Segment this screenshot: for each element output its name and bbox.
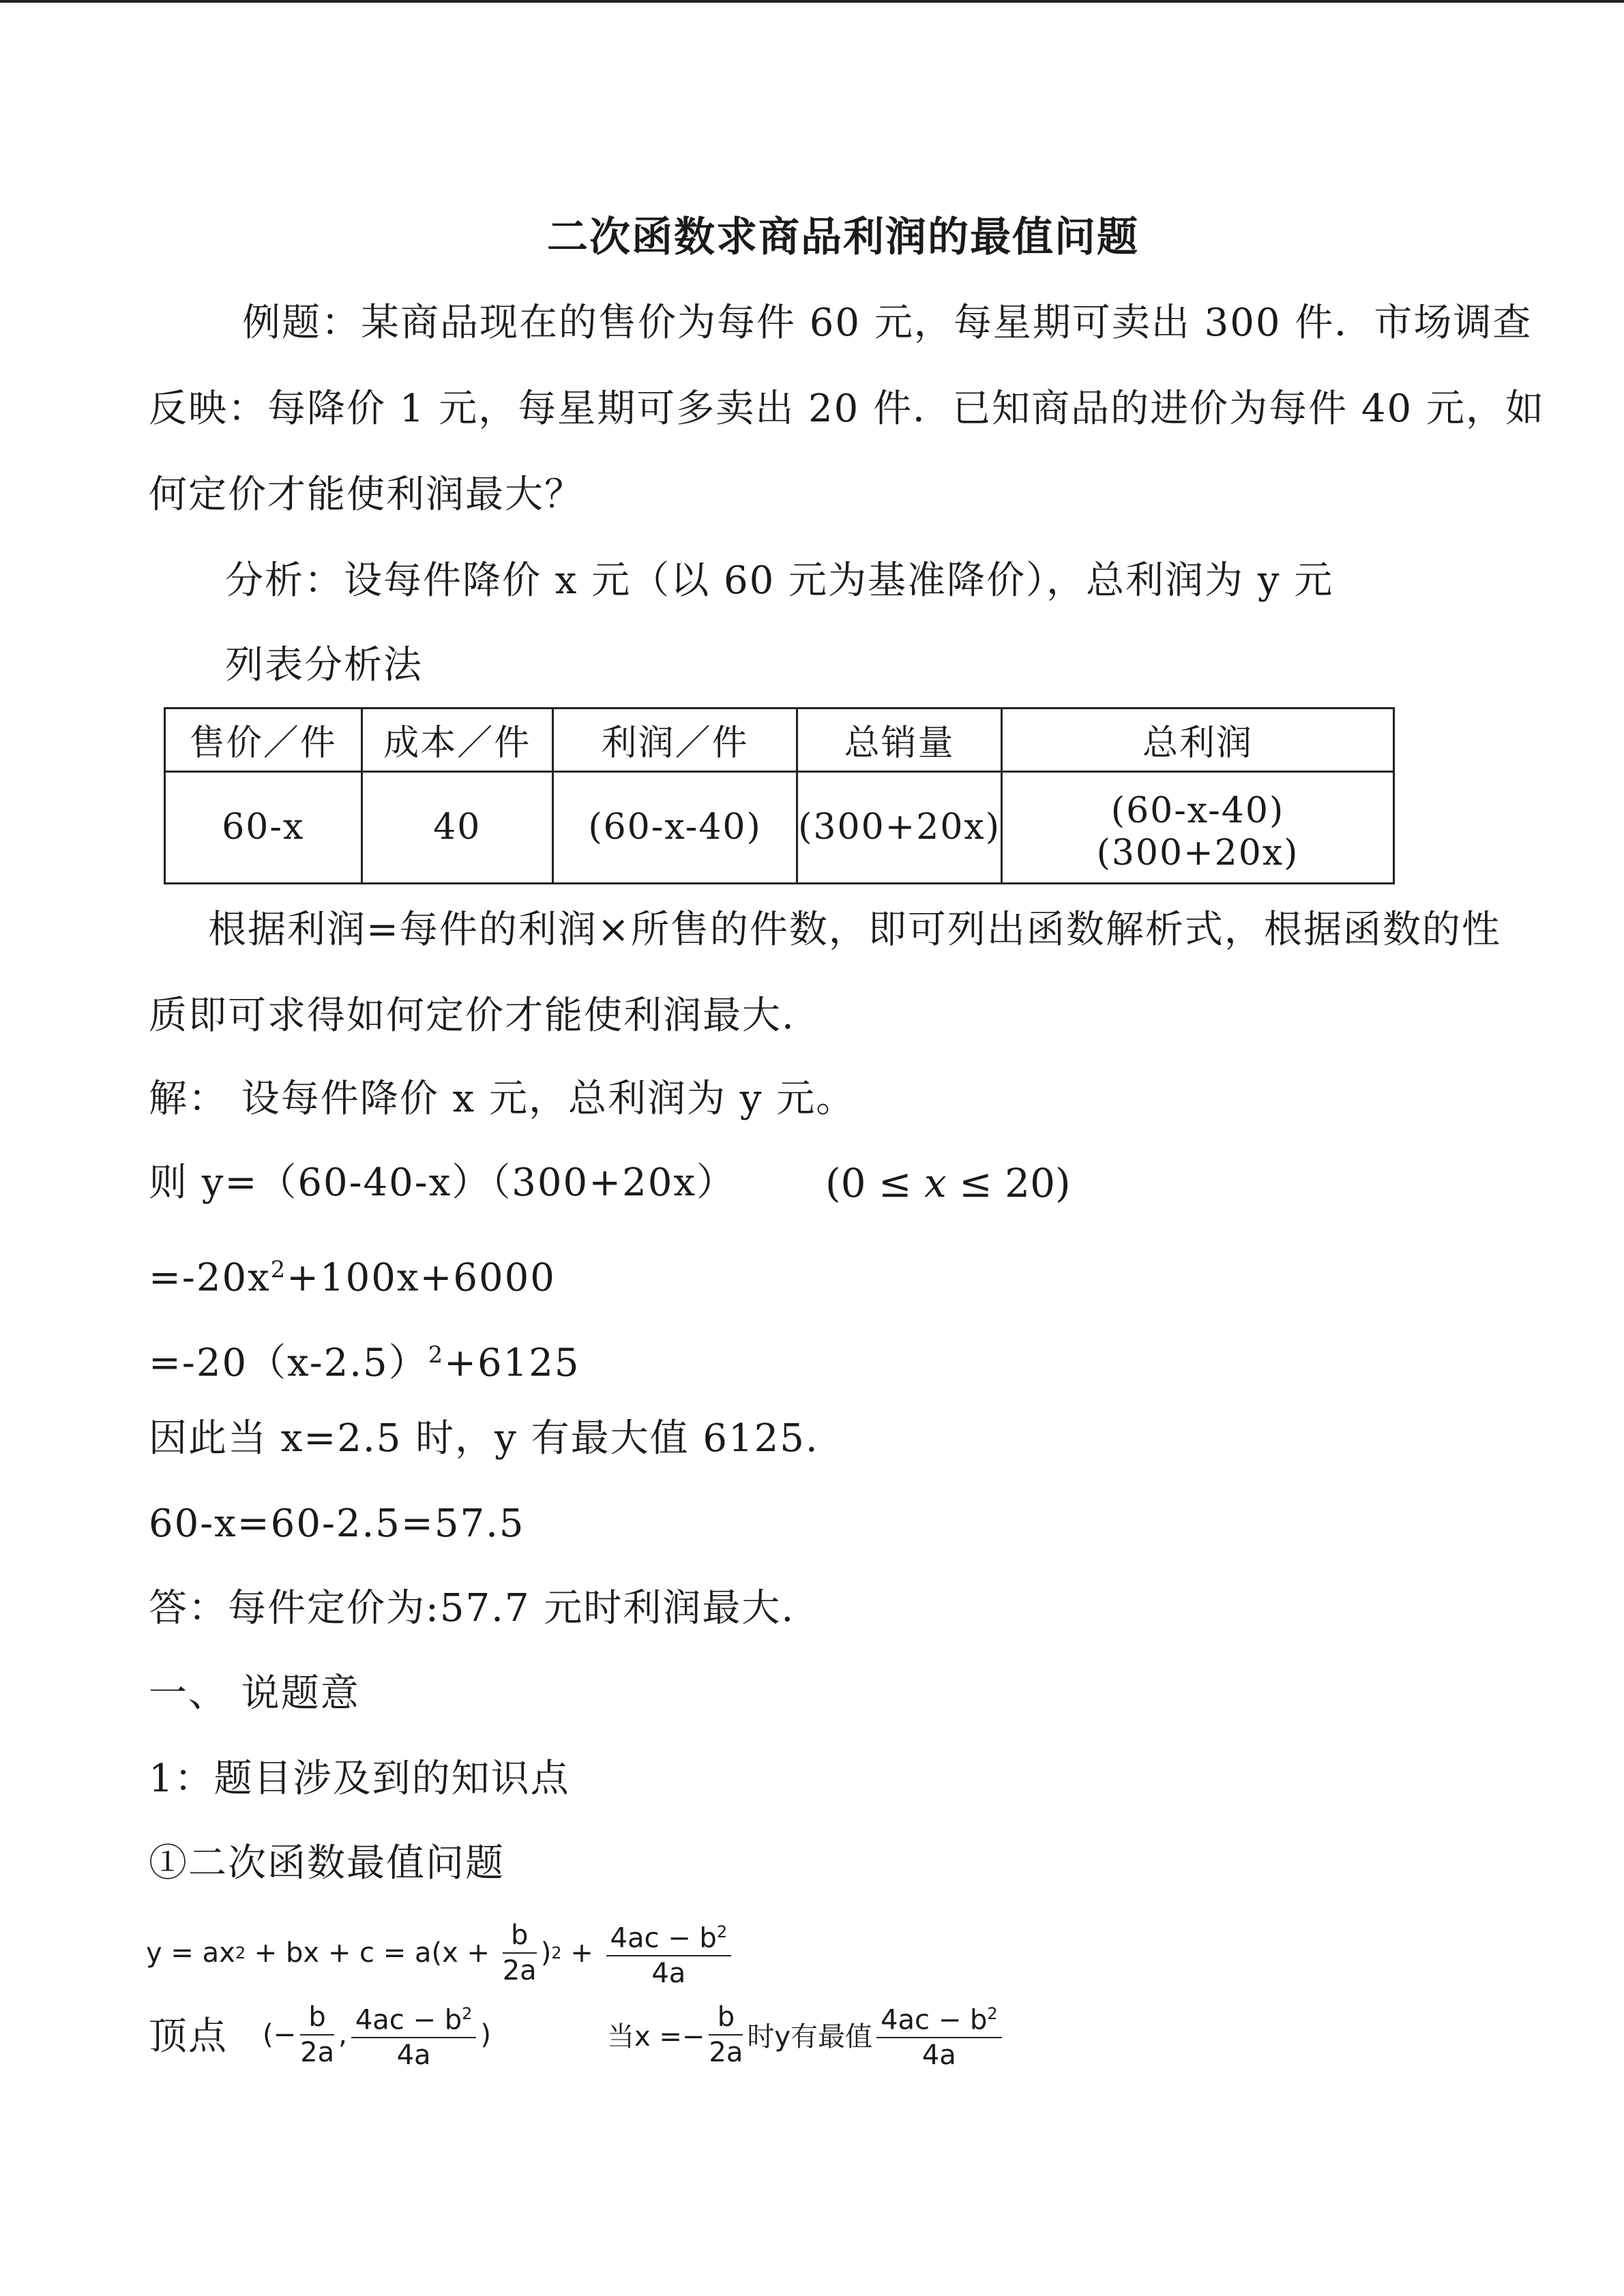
table-header-row <box>165 709 1394 772</box>
table-row <box>165 771 1394 883</box>
fraction-max-value <box>351 1997 477 2072</box>
table-header-cell: 总利润 <box>1002 709 1394 772</box>
table-cell: 40 <box>361 771 552 883</box>
fraction-numerator: b <box>503 1918 537 1954</box>
fraction-denominator: 2a <box>300 2036 335 2068</box>
fraction-denominator: 4a <box>921 2040 956 2072</box>
vertex-comma: , <box>338 2018 347 2051</box>
fraction-b-over-2a <box>709 2000 743 2070</box>
table-header-cell: 成本／件 <box>361 709 552 772</box>
formula-close: ) <box>540 1937 552 1969</box>
formula-square: 2 <box>235 1943 246 1963</box>
vertex-form-formula <box>146 1915 735 1991</box>
problem-line-1: 例题：某商品现在的售价为每件 60 元，每星期可卖出 300 件．市场调查 <box>242 301 1533 345</box>
fraction-numerator: $4ac - b^2$ <box>606 1915 732 1956</box>
page-title: 二次函数求商品利润的最值问题 <box>547 213 1139 261</box>
formula-plus: + <box>561 1937 602 1969</box>
top-border <box>0 0 1624 3</box>
solution-eq2 <box>149 1248 556 1300</box>
fraction-b-over-2a <box>503 1918 537 1988</box>
max-value-condition <box>607 1997 1006 2072</box>
solution-answer: 答：每件定价为:57.7 元时利润最大. <box>149 1586 795 1630</box>
table-cell: (60-x-40) <box>552 771 797 883</box>
analysis-table <box>164 707 1395 884</box>
problem-line-2: 反映：每降价 1 元，每星期可多卖出 20 件．已知商品的进价为每件 40 元，如 <box>149 387 1545 431</box>
domain-constraint: (0 ≤ 𝑥 ≤ 20) <box>825 1160 1071 1206</box>
fraction-denominator: 2a <box>502 1954 537 1986</box>
fraction-numerator: $4ac - b^2$ <box>351 1997 477 2038</box>
section-heading: 一、 说题意 <box>149 1671 360 1716</box>
solution-calc: 60-x=60-2.5=57.5 <box>149 1502 525 1546</box>
method-label: 列表分析法 <box>225 643 423 687</box>
problem-line-3: 何定价才能使利润最大？ <box>149 473 584 517</box>
explain-line-2: 质即可求得如何定价才能使利润最大. <box>149 994 795 1038</box>
when-mid: 时y有最值 <box>747 2021 873 2053</box>
formula-square-2: 2 <box>551 1943 562 1963</box>
explain-line-1: 根据利润=每件的利润×所售的件数，即可列出函数解析式，根据函数的性 <box>208 908 1501 952</box>
solution-intro: 解： 设每件降价 x 元，总利润为 y 元。 <box>149 1077 856 1121</box>
table-cell: (60-x-40) (300+20x) <box>1002 771 1394 883</box>
table-header-cell: 利润／件 <box>552 709 797 772</box>
solution-eq3 <box>149 1333 580 1386</box>
analysis-line: 分析：设每件降价 x 元（以 60 元为基准降价），总利润为 y 元 <box>225 558 1334 603</box>
formula-lhs: y = ax <box>146 1937 235 1969</box>
section-sub: 1：题目涉及到的知识点 <box>149 1757 570 1801</box>
fraction-numerator: b <box>709 2000 743 2036</box>
solution-conclusion: 因此当 x=2.5 时，y 有最大值 6125. <box>149 1416 819 1461</box>
fraction-b-over-2a <box>300 2000 334 2070</box>
vertex-coordinates <box>263 1997 491 2072</box>
fraction-denominator: 2a <box>709 2036 743 2068</box>
vertex-open: (− <box>263 2018 297 2051</box>
fraction-denominator: 4a <box>651 1958 686 1990</box>
fraction-numerator: $4ac - b^2$ <box>876 1997 1002 2038</box>
eq2-exponent: 2 <box>270 1256 287 1283</box>
when-prefix: 当x =− <box>607 2021 705 2053</box>
fraction-numerator: b <box>300 2000 334 2036</box>
table-header-cell: 总销量 <box>797 709 1002 772</box>
table-cell: 60-x <box>165 771 362 883</box>
eq3-rest: +6125 <box>444 1341 580 1386</box>
vertex-close: ) <box>480 2018 491 2051</box>
table-header-cell: 售价／件 <box>165 709 362 772</box>
eq2-rest: +100x+6000 <box>286 1255 556 1300</box>
eq2-main: =-20x <box>149 1255 271 1300</box>
fraction-max-value <box>606 1915 732 1991</box>
fraction-denominator: 4a <box>396 2040 431 2072</box>
section-item: ①二次函数最值问题 <box>149 1841 505 1885</box>
formula-mid: + bx + c = a(x + <box>246 1937 499 1969</box>
eq3-main: =-20（x-2.5） <box>149 1341 428 1386</box>
fraction-max-value <box>876 1997 1002 2072</box>
eq3-exponent: 2 <box>428 1341 445 1368</box>
solution-eq1: 则 y=（60-40-x）（300+20x） <box>149 1161 736 1205</box>
table-cell: (300+20x) <box>797 771 1002 883</box>
vertex-label: 顶点 <box>149 2014 228 2059</box>
